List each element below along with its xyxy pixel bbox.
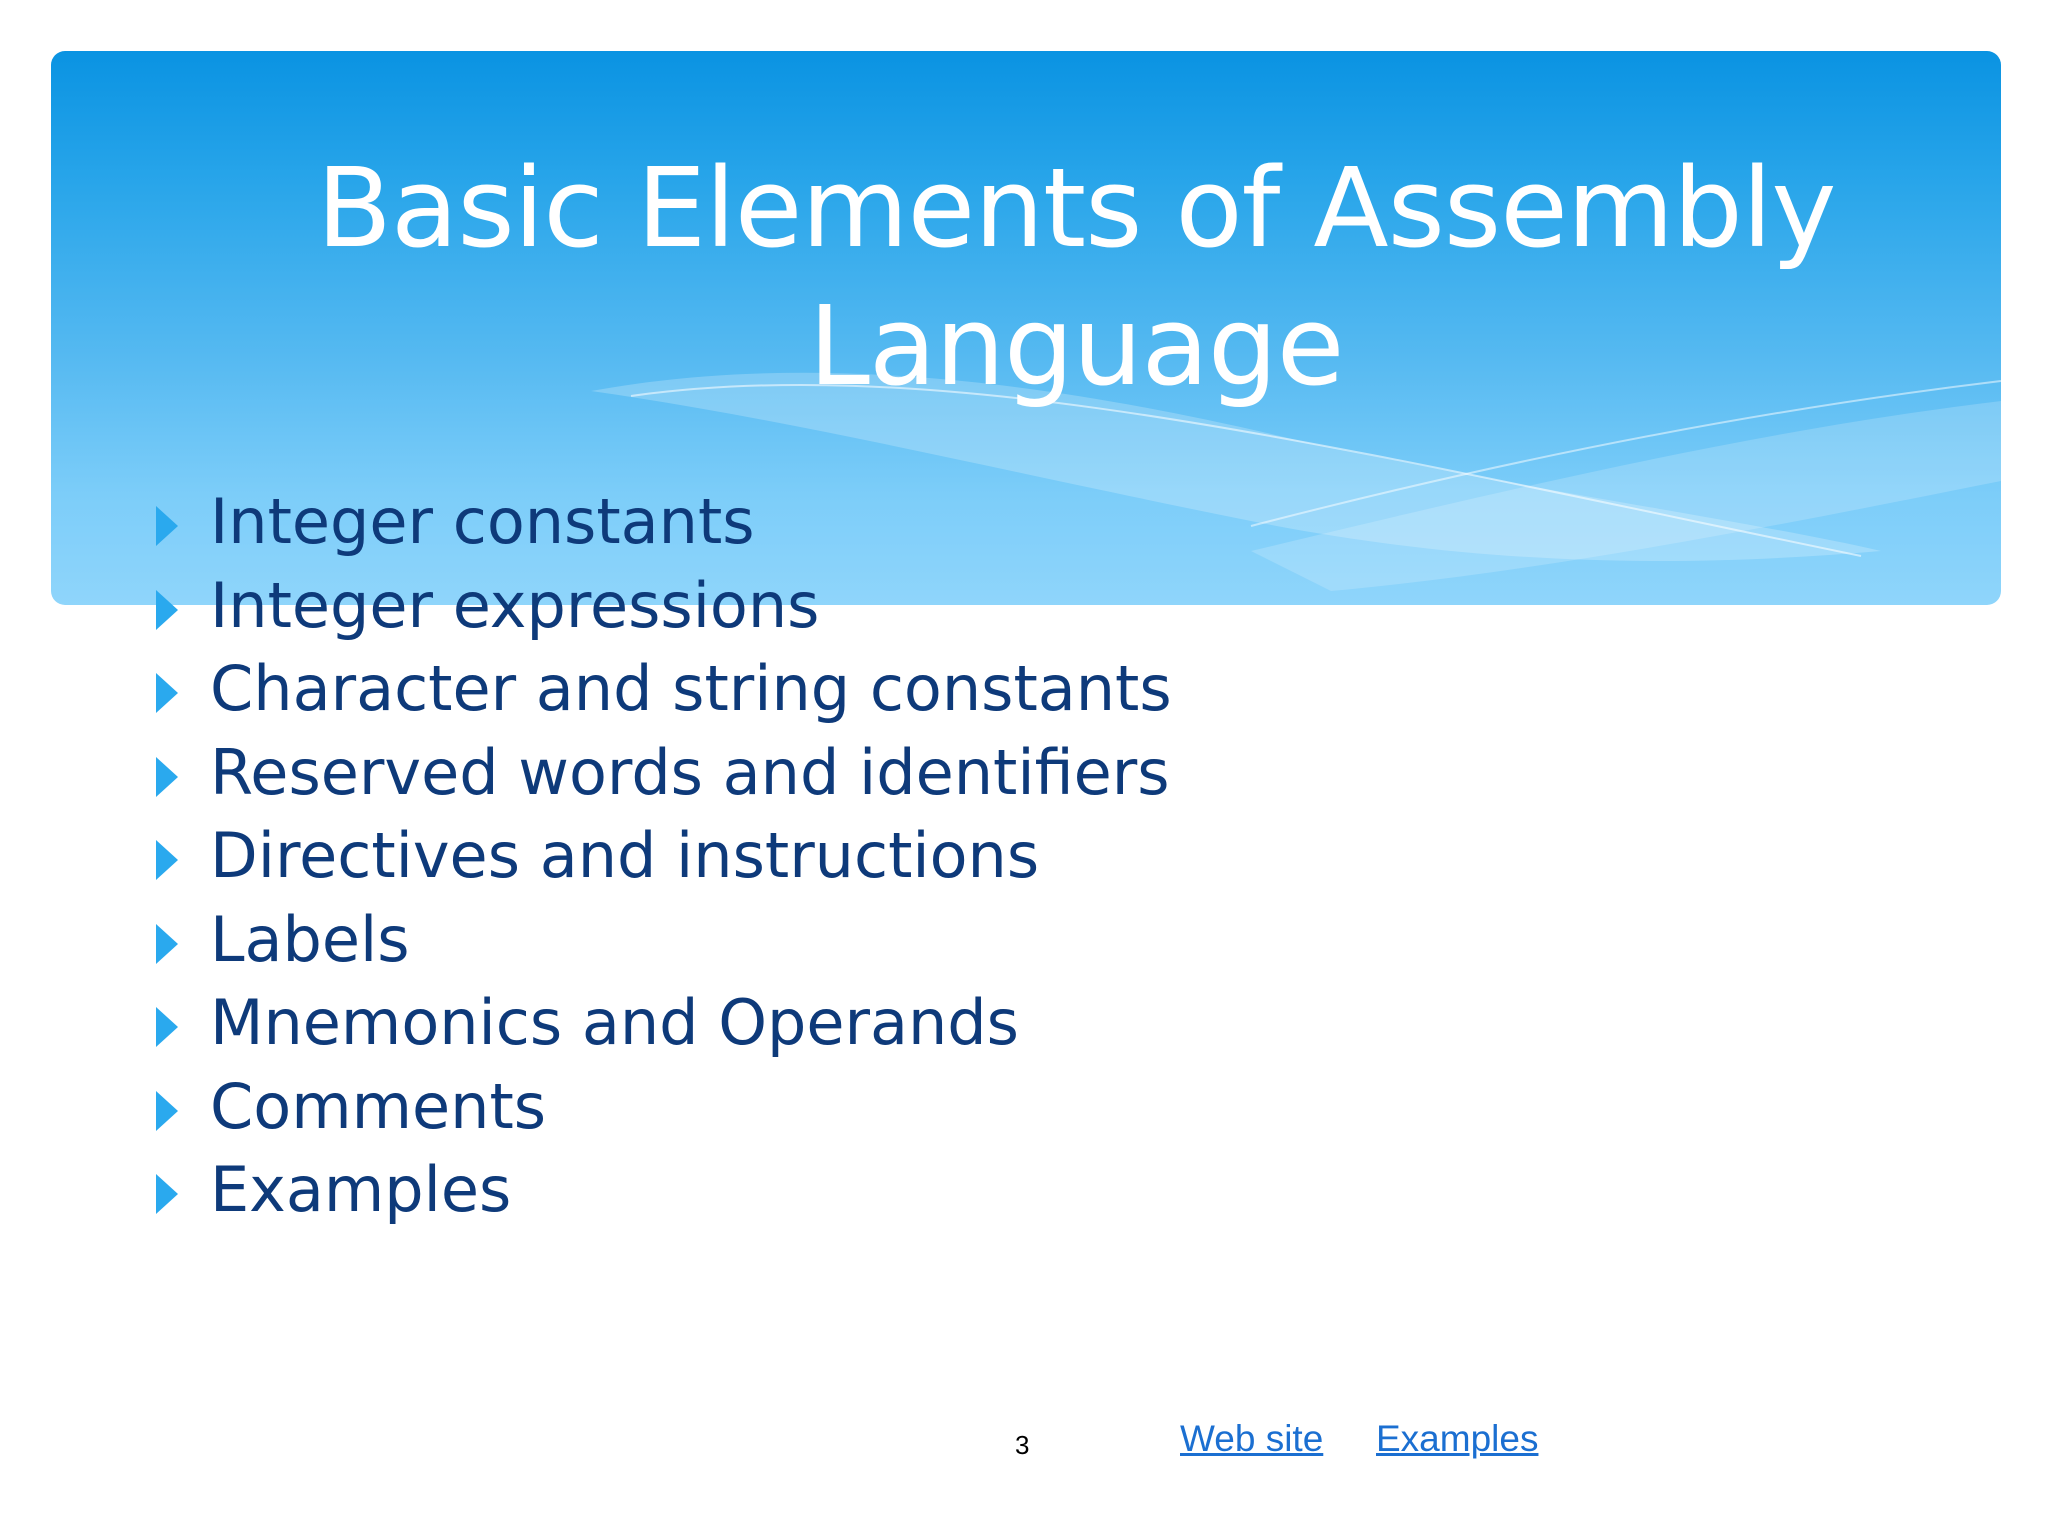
bullet-text: Examples [210,1153,512,1226]
right-triangle-icon [156,673,178,713]
bullet-item [150,647,1172,731]
right-triangle-icon [156,840,178,880]
bullet-text: Character and string constants [210,652,1172,725]
web-site-link[interactable]: Web site [1180,1418,1324,1459]
right-triangle-icon [156,506,178,546]
right-triangle-icon [156,1007,178,1047]
examples-link[interactable]: Examples [1376,1418,1539,1459]
bullet-item [150,814,1172,898]
page-number: 3 [1015,1430,1030,1460]
slide-title: Basic Elements of Assembly Language [316,144,1836,410]
bullet-text: Labels [210,902,410,976]
bullet-item [150,898,1172,982]
bullet-text: Integer expressions [210,568,820,642]
right-triangle-icon [156,1174,178,1214]
bullet-item [150,480,1172,564]
right-triangle-icon [156,1091,178,1131]
bullet-text: Mnemonics and Operands [210,986,1019,1059]
right-triangle-icon [156,924,178,964]
bullet-list [150,480,1172,1232]
bullet-text: Comments [210,1069,547,1143]
bullet-text: Reserved words and identifiers [210,735,1170,809]
right-triangle-icon [156,757,178,797]
right-triangle-icon [156,590,178,630]
bullet-item [150,981,1172,1065]
bullet-item [150,564,1172,648]
bullet-text: Directives and instructions [210,819,1040,892]
bullet-item [150,731,1172,815]
bullet-item [150,1148,1172,1232]
bullet-text: Integer constants [210,485,755,558]
bullet-item [150,1065,1172,1149]
